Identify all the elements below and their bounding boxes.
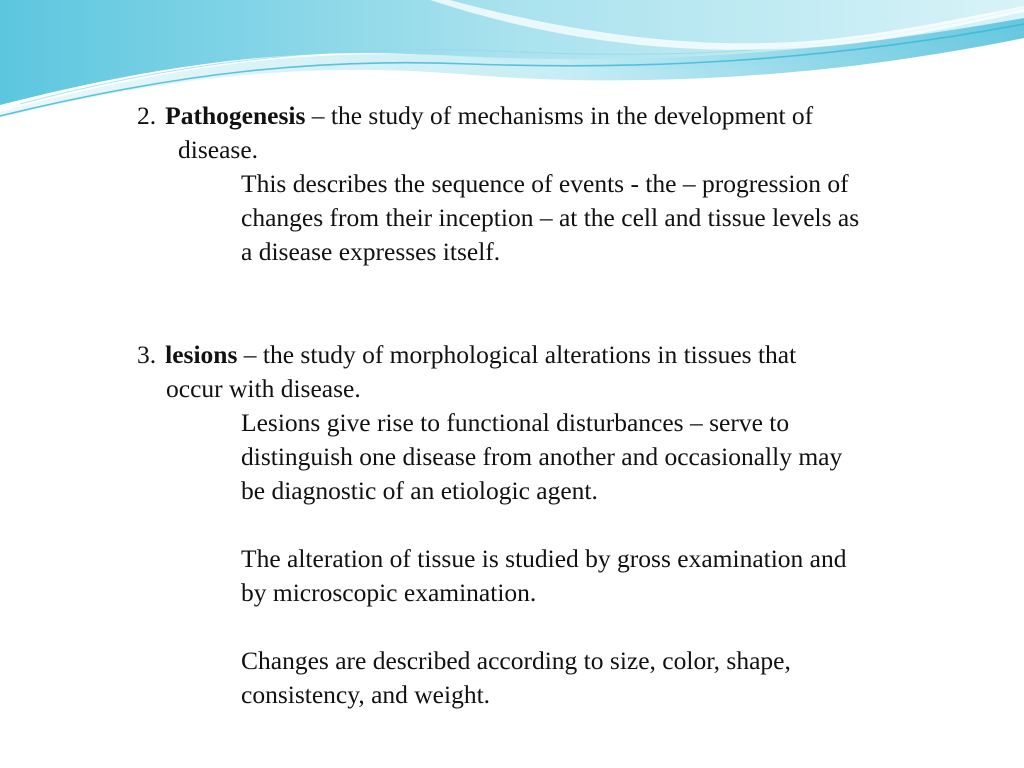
detail-line: changes from their inception – at the cell and tissue levels as <box>241 203 860 232</box>
detail-line: a disease expresses itself. <box>241 237 501 266</box>
section-definition-continued: disease. <box>178 135 259 164</box>
detail-line: distinguish one disease from another and occasionally may <box>241 442 843 471</box>
section-term: Pathogenesis <box>165 101 306 130</box>
section-heading-lesions <box>137 338 796 372</box>
detail-line: Lesions give rise to functional disturbances – serve to <box>241 408 790 437</box>
section-number: 2. <box>137 101 157 130</box>
section-heading-pathogenesis <box>137 99 813 133</box>
detail-line: Changes are described according to size, color, shape, <box>241 646 791 675</box>
detail-line: consistency, and weight. <box>241 680 491 709</box>
detail-line: by microscopic examination. <box>241 578 537 607</box>
section-definition-continued: occur with disease. <box>166 374 361 403</box>
section-definition: – the study of morphological alterations in tissues that <box>237 340 797 369</box>
detail-line: The alteration of tissue is studied by gross examination and <box>241 544 847 573</box>
section-term: lesions <box>165 340 238 369</box>
detail-line: This describes the sequence of events - the – progression of <box>241 169 849 198</box>
detail-line: be diagnostic of an etiologic agent. <box>241 476 598 505</box>
section-number: 3. <box>137 340 157 369</box>
section-definition: – the study of mechanisms in the development of <box>305 101 814 130</box>
